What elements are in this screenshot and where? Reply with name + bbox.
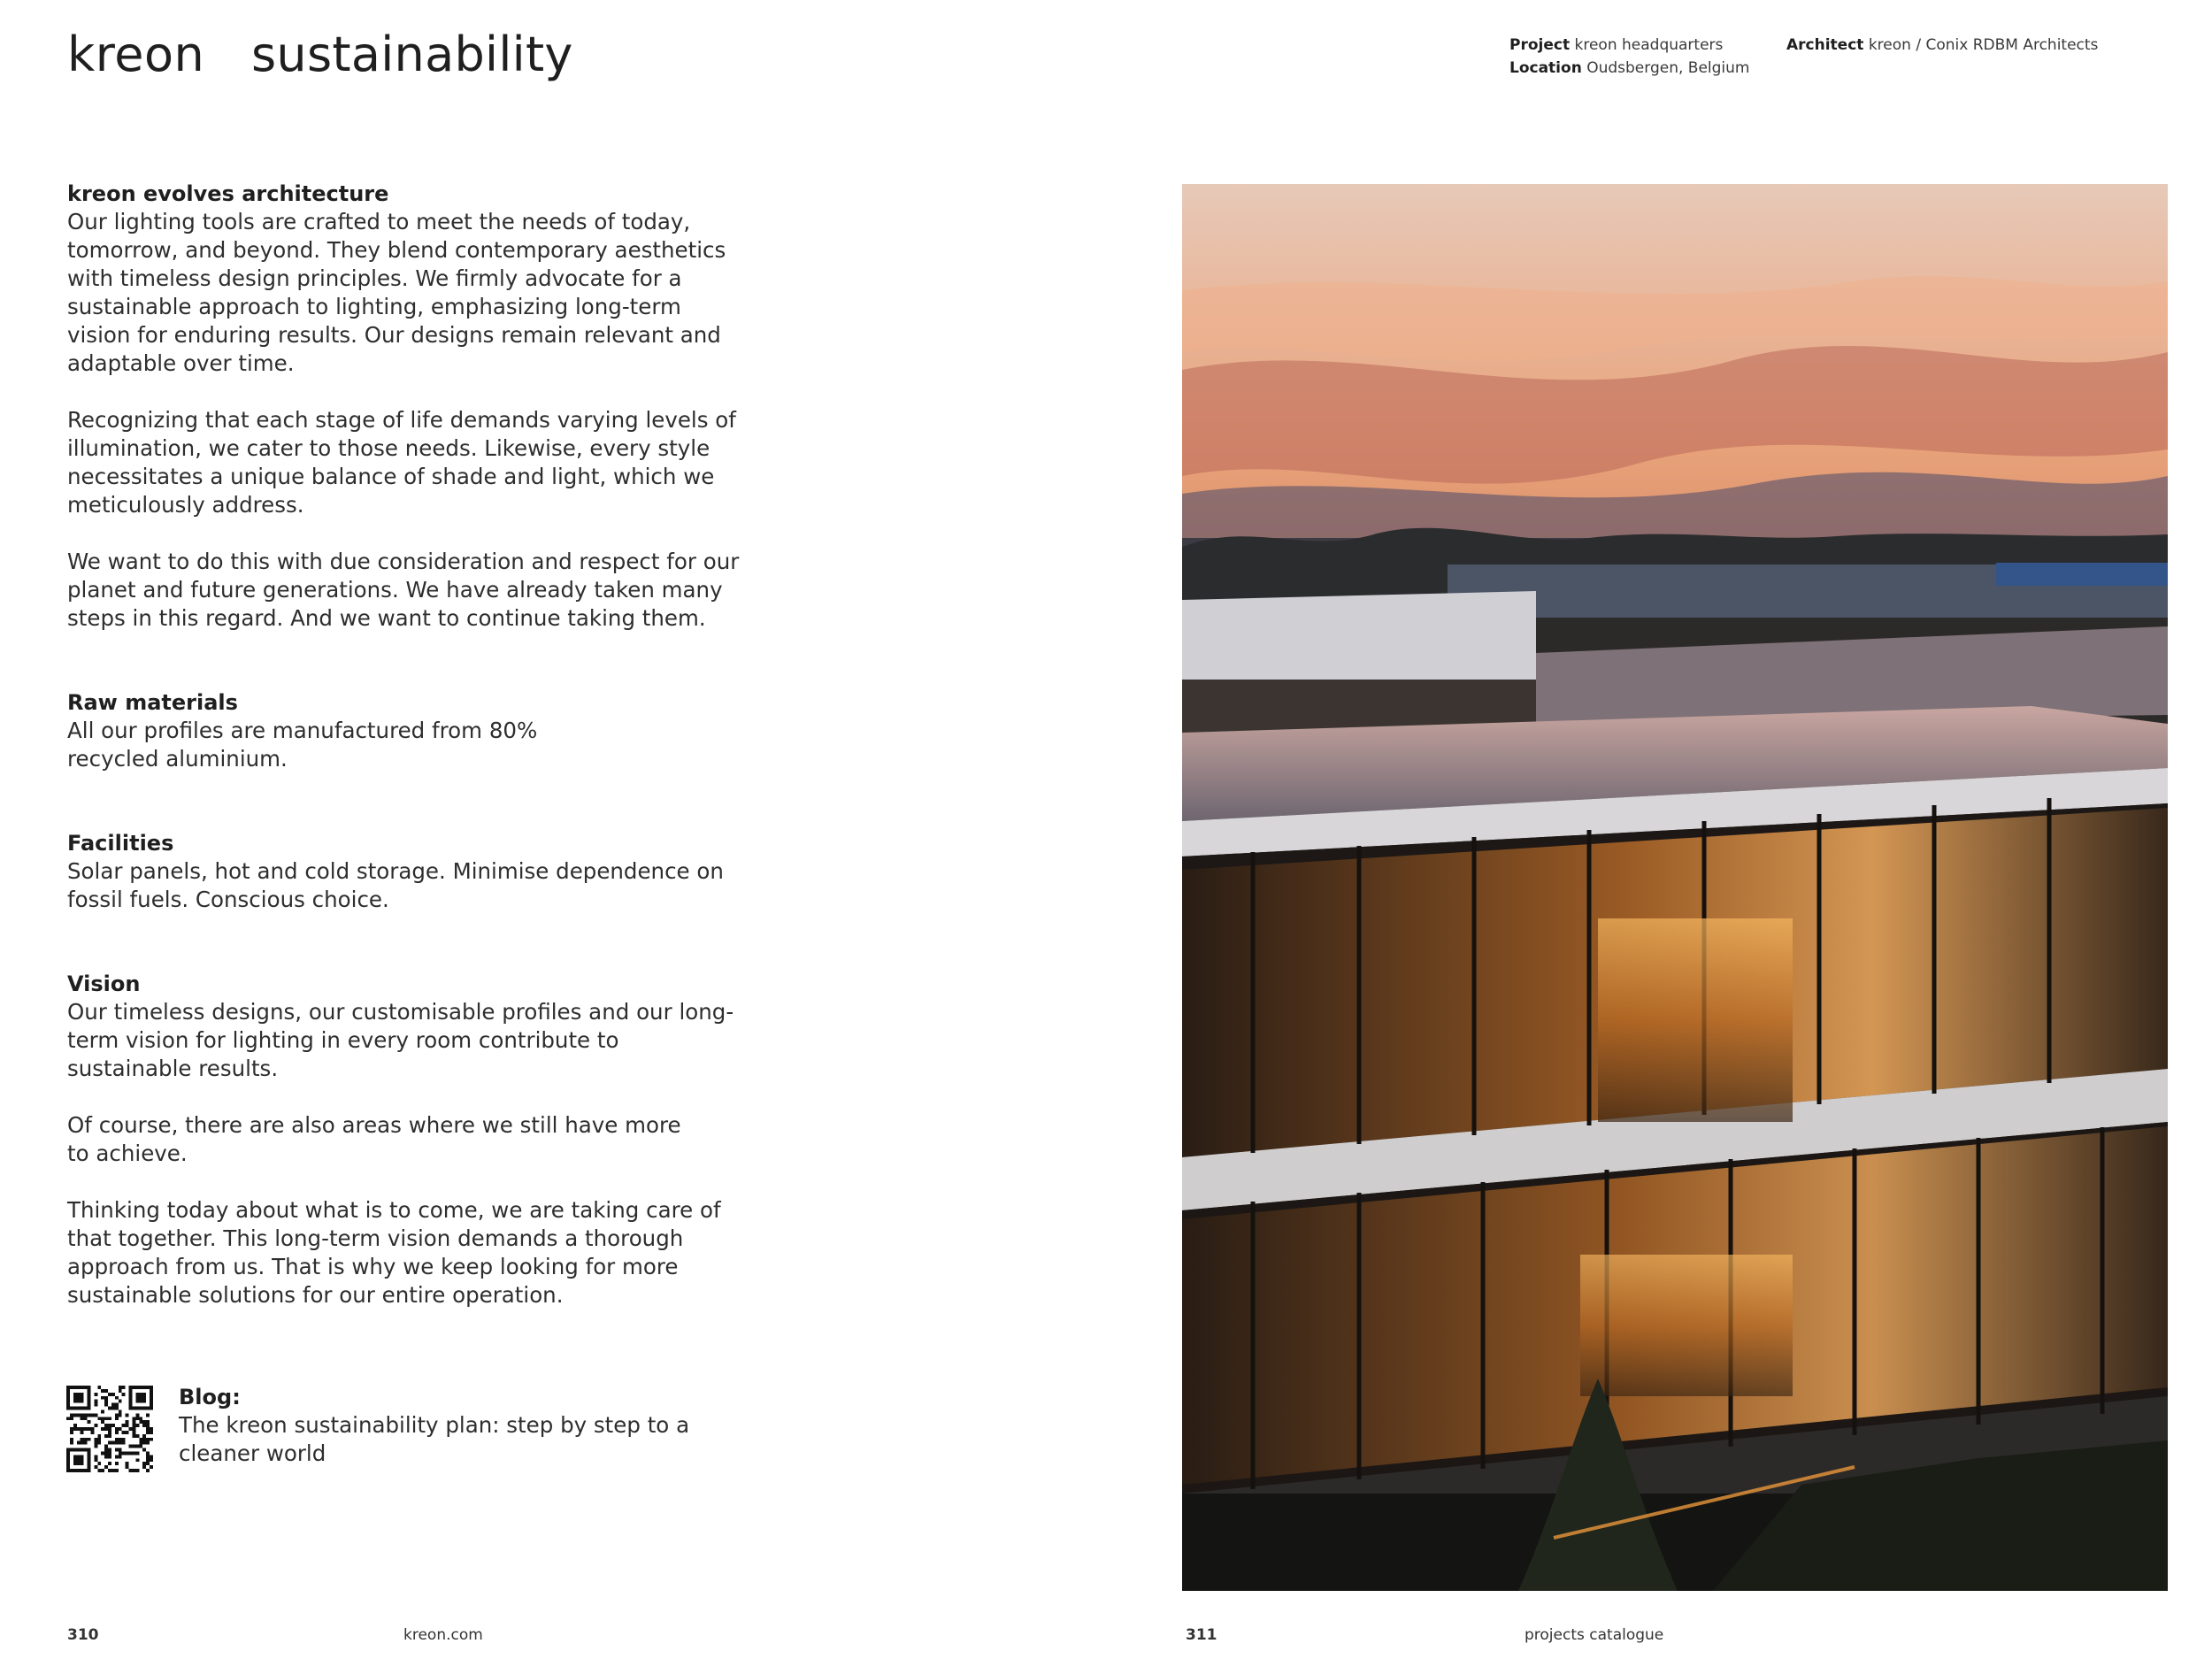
project-value: kreon headquarters (1574, 36, 1724, 54)
website-footer: kreon.com (403, 1626, 483, 1644)
intro-paragraph-3: We want to do this with due consideration and respect for our planet and future generations. We have already taken many steps in this regard. And we want to continue taking them. (67, 549, 740, 631)
intro-heading: kreon evolves architecture (67, 181, 389, 206)
vision-paragraph-1: Our timeless designs, our customisable profiles and our long-term vision for lighting in every room contribute to sustainable results. (67, 999, 734, 1081)
body-text-column (67, 180, 740, 1310)
architect-label: Architect (1786, 36, 1864, 54)
intro-paragraph-2: Recognizing that each stage of life demands varying levels of illumination, we cater to those needs. Likewise, every style necessitates a unique balance of shade and light, which we meticulously address. (67, 407, 736, 518)
project-meta (1509, 34, 1723, 57)
qr-code-icon[interactable] (66, 1386, 153, 1472)
facilities-heading: Facilities (67, 831, 174, 856)
facilities-text: Solar panels, hot and cold storage. Minimise dependence on fossil fuels. Conscious choice. (67, 858, 724, 912)
page-number-right: 311 (1186, 1626, 1217, 1644)
brand-logo: kreon (67, 27, 205, 82)
blog-label: Blog: (179, 1385, 241, 1409)
raw-materials-text: All our profiles are manufactured from 80% recycled aluminium. (67, 718, 538, 772)
vision-paragraph-2: Of course, there are also areas where we still have more to achieve. (67, 1112, 681, 1166)
page-number-left: 310 (67, 1626, 99, 1644)
catalogue-footer: projects catalogue (1525, 1626, 1664, 1644)
building-photo (1182, 184, 2168, 1591)
blog-title: The kreon sustainability plan: step by step to a cleaner world (179, 1412, 690, 1466)
intro-paragraph-1: Our lighting tools are crafted to meet the needs of today, tomorrow, and beyond. They blend contemporary aesthetics with timeless design principles. We firmly advocate for a sustainable approach to lighting, emphasizing long-term vision for enduring results. Our designs remain relevant and adaptable over time. (67, 209, 726, 376)
project-label: Project (1509, 36, 1571, 54)
architect-meta (1786, 34, 2098, 57)
vision-paragraph-3: Thinking today about what is to come, we are taking care of that together. This long-term vision demands a thorough approach from us. That is why we keep looking for more sustainable solutions for our entire operation. (67, 1197, 721, 1308)
section-title: sustainability (251, 27, 573, 82)
location-meta (1509, 57, 1749, 80)
location-label: Location (1509, 59, 1582, 77)
location-value: Oudsbergen, Belgium (1586, 59, 1750, 77)
vision-heading: Vision (67, 972, 141, 996)
blog-link[interactable] (179, 1383, 710, 1468)
architect-value: kreon / Conix RDBM Architects (1868, 36, 2099, 54)
raw-materials-heading: Raw materials (67, 690, 238, 715)
